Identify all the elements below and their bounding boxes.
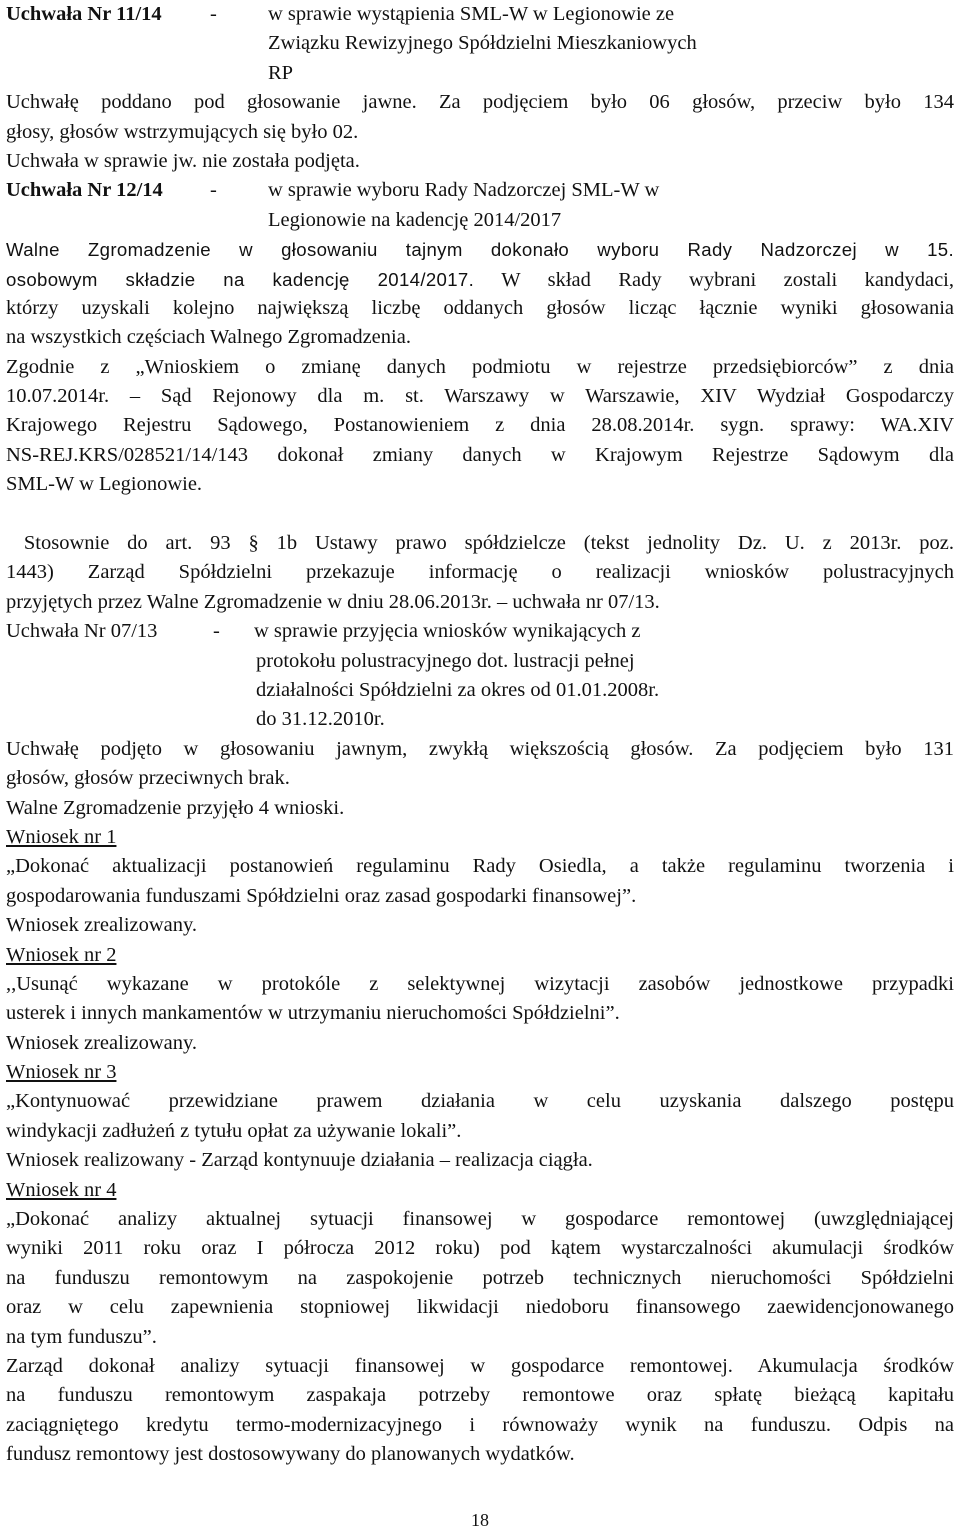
document-page xyxy=(6,0,954,1537)
resolution-12-title-line-1: w sprawie wyboru Rady Nadzorczej SML-W w xyxy=(268,179,660,202)
art93-line-3: przyjętych przez Walne Zgromadzenie w dniu 28.06.2013r. – uchwała nr 07/13. xyxy=(6,590,660,613)
resolution-07-title-line-2: protokołu polustracyjnego dot. lustracji pełnej xyxy=(256,649,635,672)
resolution-11-label: Uchwała Nr 11/14 xyxy=(6,3,162,25)
resolution-07-title-line-4: do 31.12.2010r. xyxy=(256,708,385,731)
motion-2-text-line-1: ,,Usunąć wykazane w protokóle z selektywnej wizytacji zasobów jednostkowe przypadki xyxy=(6,972,954,995)
resolution-12-body-line-3: którzy uzyskali kolejno największą liczbę oddanych głosów licząc łącznie wyniki głosowania xyxy=(6,296,954,319)
motion-4-text-line-4: oraz w celu zapewnienia stopniowej likwidacji niedoboru finansowego zaewidencjonowanego xyxy=(6,1296,954,1319)
page-number: 18 xyxy=(471,1510,489,1530)
resolution-12-body-line-1: Walne Zgromadzenie w głosowaniu tajnym dokonało wyboru Rady Nadzorczej w 15. xyxy=(6,239,954,261)
resolution-12-heading xyxy=(6,176,954,205)
krs-line-3: Krajowego Rejestru Sądowego, Postanowieniem z dnia 28.08.2014r. sygn. sprawy: WA.XIV xyxy=(6,414,954,437)
motion-4-text-line-1: „Dokonać analizy aktualnej sytuacji finansowej w gospodarce remontowej (uwzględniającej xyxy=(6,1208,954,1231)
art93-line-1 xyxy=(6,529,954,558)
resolution-12-label: Uchwała Nr 12/14 xyxy=(6,179,163,202)
resolution-07-dash: - xyxy=(213,620,220,643)
motion-2-status: Wniosek zrealizowany. xyxy=(6,1031,198,1054)
motion-3-heading: Wniosek nr 3 xyxy=(6,1061,117,1084)
motion-2-text-line-2: usterek i innych mankamentów w utrzymaniu nieruchomości Spółdzielni”. xyxy=(6,1002,620,1025)
motion-1-text-line-2: gospodarowania funduszami Spółdzielni oraz zasad gospodarki finansowej”. xyxy=(6,884,637,907)
resolution-11-vote-line-2: głosy, głosów wstrzymujących się było 02. xyxy=(6,120,359,143)
krs-line-5: SML-W w Legionowie. xyxy=(6,473,203,496)
resolution-11-title-line-1: - xyxy=(210,3,217,25)
motion-1-heading: Wniosek nr 1 xyxy=(6,825,117,848)
motion-4-text-line-2: wyniki 2011 roku oraz I półrocza 2012 roku) pod kątem wystarczalności akumulacji środków xyxy=(6,1237,954,1260)
motion-4-status-line-1: Zarząd dokonał analizy sytuacji finansowej w gospodarce remontowej. Akumulacja środków xyxy=(6,1354,954,1377)
resolution-07-accepted: Walne Zgromadzenie przyjęło 4 wnioski. xyxy=(6,796,345,819)
resolution-11-vote-line-1: Uchwałę poddano pod głosowanie jawne. Za podjęciem było 06 głosów, przeciw było 134 xyxy=(6,91,954,114)
resolution-12-body-line-2-start: osobowym składzie na kadencję 2014/2017. xyxy=(6,268,475,290)
resolution-12-dash: - xyxy=(210,179,217,202)
resolution-12-body-line-2 xyxy=(6,265,954,294)
resolution-12-title-line-2: Legionowie na kadencję 2014/2017 xyxy=(268,208,562,231)
resolution-07-title-line-1: w sprawie przyjęcia wniosków wynikających z xyxy=(254,620,641,643)
motion-3-text-line-2: windykacji zadłużeń z tytułu opłat za używanie lokali”. xyxy=(6,1119,462,1142)
resolution-07-vote-line-1: Uchwałę podjęto w głosowaniu jawnym, zwykłą większością głosów. Za podjęciem było 131 xyxy=(6,737,954,760)
resolution-11-title-line-3: RP xyxy=(268,61,294,84)
motion-4-status-line-3: zaciągniętego kredytu termo-modernizacyjnego i równoważy wynik na funduszu. Odpis na xyxy=(6,1413,954,1436)
resolution-07-heading xyxy=(6,617,954,646)
resolution-12-body-line-2-rest: W skład Rady wybrani zostali kandydaci, xyxy=(501,268,954,291)
resolution-11-result: Uchwała w sprawie jw. nie została podjęta. xyxy=(6,149,360,172)
resolution-07-vote-line-2: głosów, głosów przeciwnych brak. xyxy=(6,767,290,790)
motion-2-heading: Wniosek nr 2 xyxy=(6,943,117,966)
spacer xyxy=(6,500,954,529)
art93-line-1-text: Stosownie do art. 93 § 1b Ustawy prawo spółdzielcze (tekst jednolity Dz. U. z 2013r. poz. xyxy=(23,532,954,555)
krs-line-2: 10.07.2014r. – Sąd Rejonowy dla m. st. Warszawy w Warszawie, XIV Wydział Gospodarczy xyxy=(6,385,954,408)
resolution-11-heading xyxy=(6,0,954,29)
krs-line-1: Zgodnie z „Wnioskiem o zmianę danych podmiotu w rejestrze przedsiębiorców” z dnia xyxy=(6,355,954,378)
resolution-11-title-text: w sprawie wystąpienia SML-W w Legionowie ze xyxy=(268,3,675,25)
art93-line-2: 1443) Zarząd Spółdzielni przekazuje informację o realizacji wniosków polustracyjnych xyxy=(6,561,954,584)
resolution-11-title-line-2: Związku Rewizyjnego Spółdzielni Mieszkaniowych xyxy=(268,32,697,55)
resolution-12-body-line-4: na wszystkich częściach Walnego Zgromadzenia. xyxy=(6,326,411,349)
motion-3-status: Wniosek realizowany - Zarząd kontynuuje działania – realizacja ciągła. xyxy=(6,1149,593,1172)
motion-1-status: Wniosek zrealizowany. xyxy=(6,914,198,937)
motion-4-status-line-2: na funduszu remontowym zaspakaja potrzeby remontowe oraz spłatę bieżącą kapitału xyxy=(6,1384,954,1407)
motion-1-text-line-1: „Dokonać aktualizacji postanowień regulaminu Rady Osiedla, a także regulaminu tworzenia i xyxy=(6,855,954,878)
motion-4-text-line-5: na tym funduszu”. xyxy=(6,1325,157,1348)
resolution-07-title-line-3: działalności Spółdzielni za okres od 01.01.2008r. xyxy=(256,678,660,701)
motion-4-text-line-3: na funduszu remontowym na zaspokojenie potrzeb technicznych nieruchomości Spółdzielni xyxy=(6,1266,954,1289)
motion-4-heading: Wniosek nr 4 xyxy=(6,1178,117,1201)
motion-4-status-line-4: fundusz remontowy jest dostosowywany do planowanych wydatków. xyxy=(6,1443,575,1466)
krs-line-4: NS-REJ.KRS/028521/14/143 dokonał zmiany danych w Krajowym Rejestrze Sądowym dla xyxy=(6,443,954,466)
resolution-07-label: Uchwała Nr 07/13 xyxy=(6,620,158,643)
motion-3-text-line-1: „Kontynuować przewidziane prawem działania w celu uzyskania dalszego postępu xyxy=(6,1090,954,1113)
